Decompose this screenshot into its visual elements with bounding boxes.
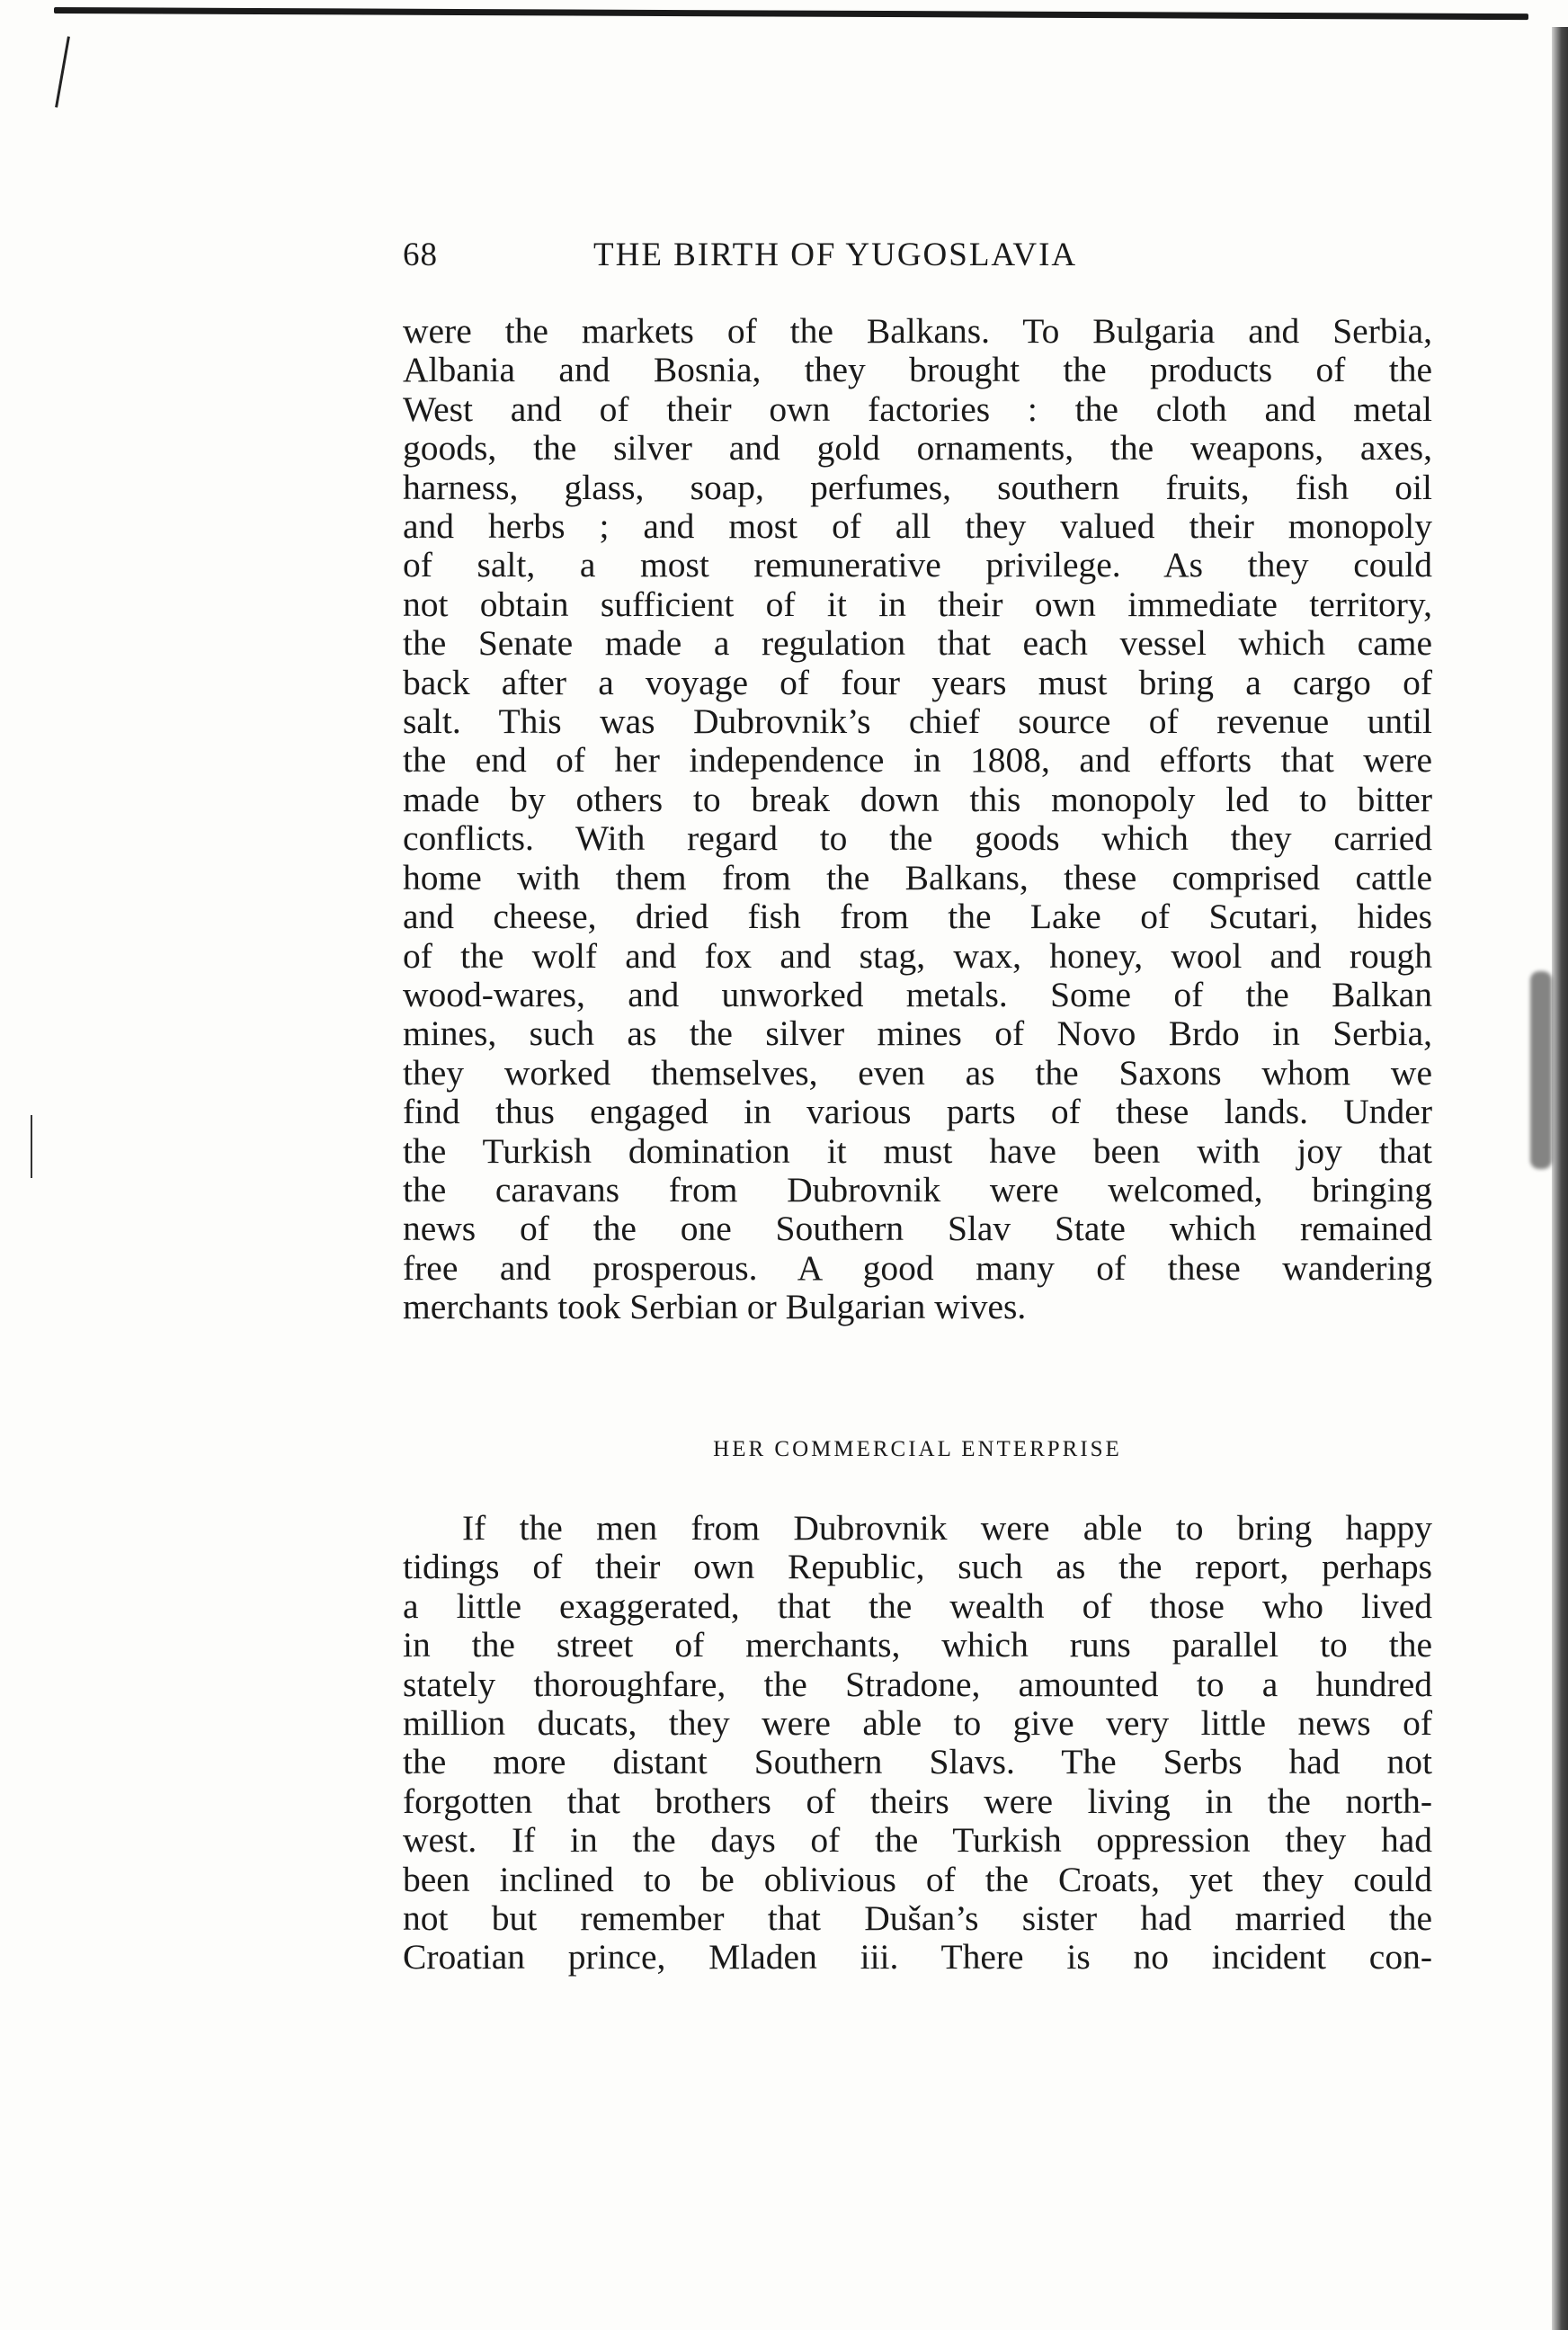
scan-margin-mark	[31, 1115, 32, 1178]
scan-right-edge-shadow	[1530, 971, 1552, 1169]
text-line: million ducats, they were able to give very little news of	[403, 1703, 1432, 1744]
text-line: goods, the silver and gold ornaments, the weapons, axes,	[403, 428, 1432, 469]
text-line: the end of her independence in 1808, and efforts that were	[403, 740, 1432, 781]
text-line: home with them from the Balkans, these comprised cattle	[403, 857, 1432, 897]
text-line: the Senate made a regulation that each vessel which came	[403, 623, 1432, 664]
text-line: Albania and Bosnia, they brought the products of the	[403, 350, 1432, 390]
text-line: find thus engaged in various parts of these lands. Under	[403, 1092, 1432, 1132]
text-line: made by others to break down this monopoly led to bitter	[403, 779, 1432, 819]
text-line: news of the one Southern Slav State which remained	[403, 1209, 1432, 1249]
text-line: not obtain sufficient of it in their own immediate territory,	[403, 584, 1432, 624]
page-number: 68	[403, 237, 438, 273]
text-line: and cheese, dried fish from the Lake of Scutari, hides	[403, 897, 1432, 937]
text-line: wood-wares, and unworked metals. Some of the Balkan	[403, 974, 1432, 1014]
text-line: conflicts. With regard to the goods which they carried	[403, 818, 1432, 859]
text-line: been inclined to be oblivious of the Croats, yet they could	[403, 1859, 1432, 1899]
text-line: were the markets of the Balkans. To Bulgaria and Serbia,	[403, 311, 1432, 351]
text-line: a little exaggerated, that the wealth of those who lived	[403, 1585, 1432, 1626]
scan-edge-rule	[54, 7, 1528, 20]
text-line: and herbs ; and most of all they valued their monopoly	[403, 506, 1432, 547]
text-line: of the wolf and fox and stag, wax, honey, wool and rough	[403, 935, 1432, 976]
running-title: THE BIRTH OF YUGOSLAVIA	[593, 237, 1078, 273]
text-line: harness, glass, soap, perfumes, southern fruits, fish oil	[403, 467, 1432, 507]
page-header	[403, 236, 1432, 279]
body-paragraph	[403, 1509, 1432, 1977]
text-line: free and prosperous. A good many of these wandering	[403, 1247, 1432, 1288]
body-paragraph	[403, 312, 1432, 1327]
text-line: West and of their own factories : the cloth and metal	[403, 388, 1432, 429]
text-line: the more distant Southern Slavs. The Serbs had not	[403, 1742, 1432, 1782]
text-line: merchants took Serbian or Bulgarian wives.	[403, 1287, 1027, 1327]
text-line: tidings of their own Republic, such as the report, perhaps	[403, 1547, 1432, 1587]
section-heading: HER COMMERCIAL ENTERPRISE	[713, 1437, 1122, 1461]
text-line: in the street of merchants, which runs parallel to the	[403, 1625, 1432, 1665]
text-line: the Turkish domination it must have been with joy that	[403, 1130, 1432, 1171]
text-line: they worked themselves, even as the Saxons whom we	[403, 1052, 1432, 1093]
scan-margin-mark	[55, 36, 70, 107]
text-line: forgotten that brothers of theirs were living in the north-	[403, 1781, 1432, 1821]
text-line: Croatian prince, Mladen iii. There is no incident con-	[403, 1937, 1432, 1977]
text-line: not but remember that Dušan’s sister had married the	[403, 1898, 1432, 1939]
scan-right-edge-shadow	[1552, 27, 1568, 2330]
text-line: the caravans from Dubrovnik were welcomed, bringing	[403, 1169, 1432, 1210]
text-line: stately thoroughfare, the Stradone, amounted to a hundred	[403, 1664, 1432, 1704]
text-line: back after a voyage of four years must bring a cargo of	[403, 662, 1432, 702]
text-line: west. If in the days of the Turkish oppression they had	[403, 1820, 1432, 1861]
text-line: of salt, a most remunerative privilege. As they could	[403, 545, 1432, 585]
text-line: salt. This was Dubrovnik’s chief source of revenue until	[403, 701, 1432, 742]
text-line: If the men from Dubrovnik were able to bring happy	[462, 1508, 1432, 1548]
text-line: mines, such as the silver mines of Novo Brdo in Serbia,	[403, 1013, 1432, 1054]
